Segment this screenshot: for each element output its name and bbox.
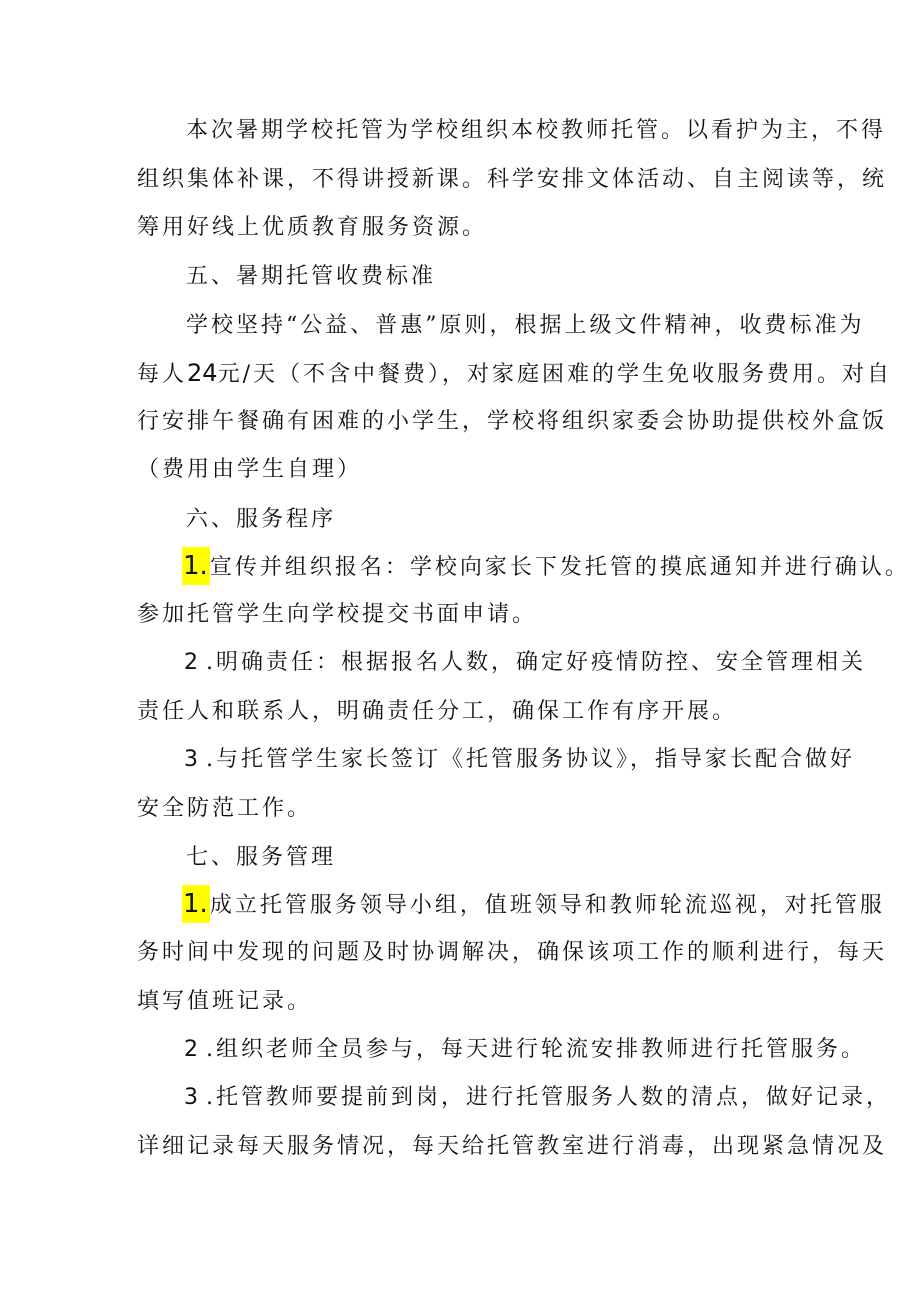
paragraph-line: 填写值班记录。 <box>137 989 313 1014</box>
list-item: 3 .托管教师要提前到岗，进行托管服务人数的清点，做好记录， <box>184 1085 891 1110</box>
paragraph-line: （费用由学生自理） <box>137 457 363 482</box>
list-item: 3 .与托管学生家长签订《托管服务协议》，指导家长配合做好 <box>184 747 855 772</box>
paragraph-line: 筹用好线上优质教育服务资源。 <box>137 215 488 240</box>
list-item: 1.成立托管服务领导小组，值班领导和教师轮流巡视，对托管服 <box>182 889 885 921</box>
paragraph-line: 学校坚持“公益、普惠”原则，根据上级文件精神，收费标准为 <box>186 313 865 338</box>
paragraph-line: 详细记录每天服务情况，每天给托管教室进行消毒，出现紧急情况及 <box>137 1134 888 1159</box>
paragraph-line: 务时间中发现的问题及时协调解决，确保该项工作的顺利进行，每天 <box>137 940 888 965</box>
list-item: 2 .明确责任：根据报名人数，确定好疫情防控、安全管理相关 <box>184 650 866 675</box>
paragraph-line: 组织集体补课，不得讲授新课。科学安排文体活动、自主阅读等，统 <box>137 167 888 192</box>
paragraph-line: 每人24元/天（不含中餐费），对家庭困难的学生免收服务费用。对自 <box>137 359 892 387</box>
section-heading: 七、服务管理 <box>186 845 337 870</box>
fee-amount: 24 <box>187 359 218 387</box>
section-heading: 六、服务程序 <box>186 507 337 532</box>
list-item: 1.宣传并组织报名：学校向家长下发托管的摸底通知并进行确认。 <box>182 551 910 583</box>
paragraph-line: 行安排午餐确有困难的小学生，学校将组织家委会协助提供校外盒饭 <box>137 409 888 434</box>
highlighted-number: 1. <box>182 885 210 923</box>
paragraph-line: 本次暑期学校托管为学校组织本校教师托管。以看护为主，不得 <box>186 118 887 143</box>
highlighted-number: 1. <box>182 547 210 585</box>
section-heading: 五、暑期托管收费标准 <box>186 264 437 289</box>
list-item: 2 .组织老师全员参与，每天进行轮流安排教师进行托管服务。 <box>184 1037 866 1062</box>
paragraph-line: 安全防范工作。 <box>137 796 313 821</box>
paragraph-line: 参加托管学生向学校提交书面申请。 <box>137 602 538 627</box>
paragraph-line: 责任人和联系人，明确责任分工，确保工作有序开展。 <box>137 699 738 724</box>
